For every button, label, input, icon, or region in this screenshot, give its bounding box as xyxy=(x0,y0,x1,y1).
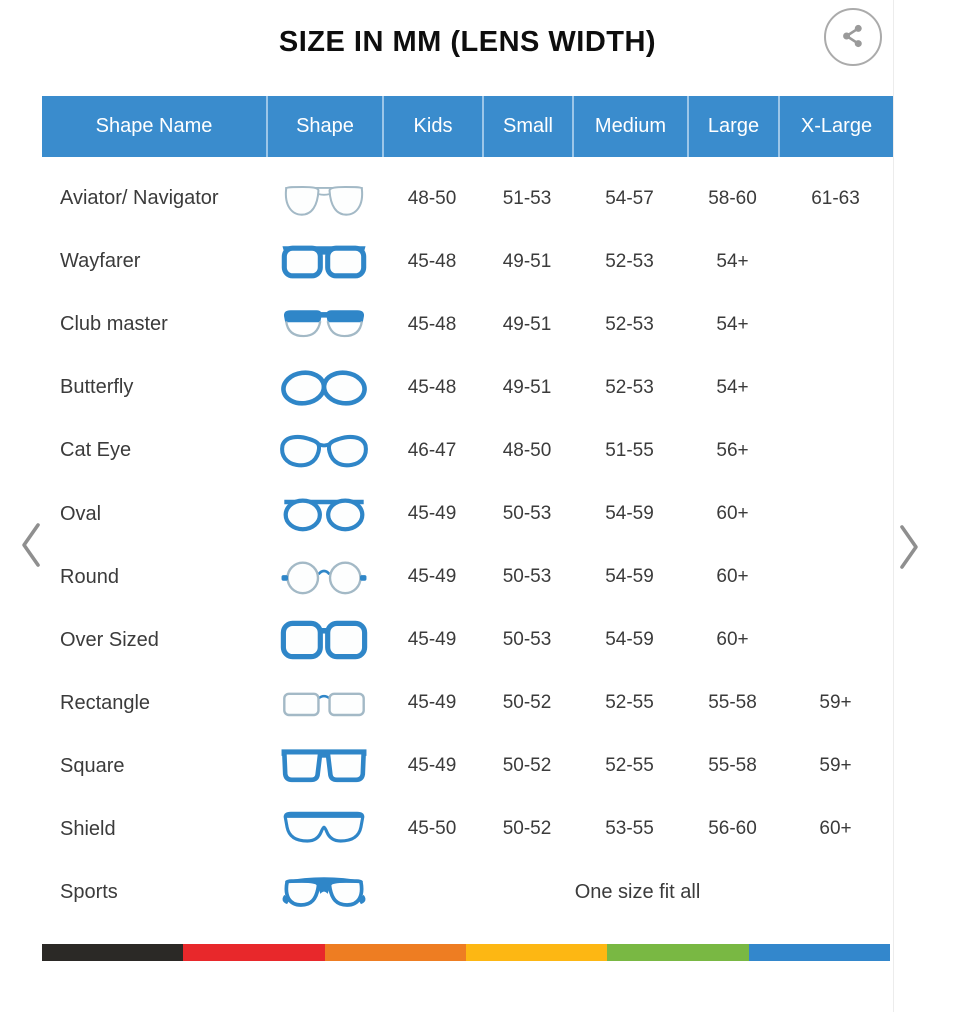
size-value-large: 55-58 xyxy=(708,692,757,714)
shape-name-label: Sports xyxy=(60,881,118,904)
table-row xyxy=(42,861,893,924)
square-glasses-icon xyxy=(266,742,382,790)
size-value-large: 54+ xyxy=(716,376,749,398)
table-row xyxy=(42,293,893,356)
size-value-small: 50-53 xyxy=(502,629,552,651)
size-value-small: 51-53 xyxy=(502,187,552,209)
size-value-xlarge: 59+ xyxy=(819,692,852,714)
header-large: Large xyxy=(687,96,778,157)
shape-name-label: Rectangle xyxy=(60,691,151,714)
size-value-kids: 45-48 xyxy=(407,313,457,335)
size-value-large: 55-58 xyxy=(708,755,757,777)
size-value-medium: 51-55 xyxy=(605,439,654,461)
shape-name-label: Round xyxy=(60,565,119,588)
cateye-glasses-icon xyxy=(266,427,382,475)
size-value-small: 50-52 xyxy=(502,692,552,714)
size-value-kids: 45-49 xyxy=(407,692,457,714)
size-value-large: 60+ xyxy=(716,503,749,525)
color-bar-segment xyxy=(325,944,466,961)
table-body xyxy=(42,167,893,924)
header-kids: Kids xyxy=(382,96,482,157)
color-bar-segment xyxy=(607,944,748,961)
size-value-kids: 45-50 xyxy=(407,818,457,840)
shape-name-label: Over Sized xyxy=(60,628,159,651)
size-value-xlarge: 59+ xyxy=(819,755,852,777)
size-value-small: 49-51 xyxy=(502,313,552,335)
share-button[interactable] xyxy=(824,8,882,66)
size-value-medium: 53-55 xyxy=(605,818,654,840)
table-header-row xyxy=(42,96,893,157)
shape-name-label: Square xyxy=(60,754,125,777)
size-value-medium: 54-59 xyxy=(605,503,654,525)
size-value-small: 49-51 xyxy=(502,376,552,398)
color-bar-segment xyxy=(749,944,890,961)
size-value-kids: 45-49 xyxy=(407,566,457,588)
size-value-xlarge: 60+ xyxy=(819,818,852,840)
size-value-large: 56-60 xyxy=(708,818,757,840)
sports-glasses-icon xyxy=(266,869,382,917)
header-shape-name: Shape Name xyxy=(95,115,213,137)
carousel-next-button[interactable] xyxy=(894,520,924,574)
shape-name-label: Shield xyxy=(60,817,116,840)
size-value-small: 50-53 xyxy=(502,503,552,525)
chevron-right-icon xyxy=(894,562,924,577)
size-value-large: 56+ xyxy=(716,439,749,461)
size-value-medium: 52-55 xyxy=(605,692,654,714)
chevron-left-icon xyxy=(16,560,46,575)
oversized-glasses-icon xyxy=(266,616,382,664)
size-value-medium: 52-53 xyxy=(605,376,654,398)
size-value-kids: 45-49 xyxy=(407,629,457,651)
shape-name-label: Butterfly xyxy=(60,376,134,399)
header-small: Small xyxy=(482,96,572,157)
share-icon xyxy=(839,22,867,53)
size-value-kids: 45-49 xyxy=(407,503,457,525)
size-value-small: 50-52 xyxy=(502,818,552,840)
table-row xyxy=(42,356,893,419)
size-value-large: 60+ xyxy=(716,566,749,588)
size-value-small: 50-53 xyxy=(502,566,552,588)
butterfly-glasses-icon xyxy=(266,364,382,412)
size-value-kids: 48-50 xyxy=(407,187,457,209)
aviator-glasses-icon xyxy=(266,175,382,223)
table-row xyxy=(42,167,893,230)
table-row xyxy=(42,230,893,293)
table-row xyxy=(42,482,893,545)
size-value-medium: 54-59 xyxy=(605,566,654,588)
size-value-large: 60+ xyxy=(716,629,749,651)
size-value-kids: 45-48 xyxy=(407,250,457,272)
shape-name-label: Aviator/ Navigator xyxy=(60,187,219,210)
shape-name-label: Oval xyxy=(60,502,102,525)
oval-glasses-icon xyxy=(266,490,382,538)
clubmaster-glasses-icon xyxy=(266,301,382,349)
size-value-kids: 45-49 xyxy=(407,755,457,777)
header-medium: Medium xyxy=(572,96,687,157)
size-value-large: 58-60 xyxy=(708,187,757,209)
size-value-medium: 54-57 xyxy=(605,187,654,209)
table-row xyxy=(42,735,893,798)
round-glasses-icon xyxy=(266,553,382,601)
color-bar-segment xyxy=(183,944,324,961)
size-value-small: 49-51 xyxy=(502,250,552,272)
one-size-label: One size fit all xyxy=(574,881,701,904)
shield-glasses-icon xyxy=(266,805,382,853)
size-value-medium: 54-59 xyxy=(605,629,654,651)
size-value-small: 50-52 xyxy=(502,755,552,777)
brand-color-bar xyxy=(42,944,890,961)
table-row xyxy=(42,419,893,482)
shape-name-label: Cat Eye xyxy=(60,439,132,462)
size-value-medium: 52-53 xyxy=(605,250,654,272)
slide-right-edge xyxy=(893,0,894,1012)
table-row xyxy=(42,609,893,672)
shape-name-label: Club master xyxy=(60,313,168,336)
size-value-kids: 45-48 xyxy=(407,376,457,398)
carousel-prev-button[interactable] xyxy=(16,518,46,572)
size-value-small: 48-50 xyxy=(502,439,552,461)
size-value-large: 54+ xyxy=(716,313,749,335)
page-title: SIZE IN MM (LENS WIDTH) xyxy=(278,26,657,58)
size-value-medium: 52-55 xyxy=(605,755,654,777)
wayfarer-glasses-icon xyxy=(266,238,382,286)
table-row xyxy=(42,798,893,861)
header-x-large: X-Large xyxy=(778,96,893,157)
color-bar-segment xyxy=(466,944,607,961)
color-bar-segment xyxy=(42,944,183,961)
table-row xyxy=(42,546,893,609)
table-row xyxy=(42,672,893,735)
size-value-kids: 46-47 xyxy=(407,439,457,461)
size-value-medium: 52-53 xyxy=(605,313,654,335)
size-value-xlarge: 61-63 xyxy=(811,187,860,209)
size-value-large: 54+ xyxy=(716,250,749,272)
shape-name-label: Wayfarer xyxy=(60,250,141,273)
rectangle-glasses-icon xyxy=(266,679,382,727)
header-shape: Shape xyxy=(266,96,382,157)
